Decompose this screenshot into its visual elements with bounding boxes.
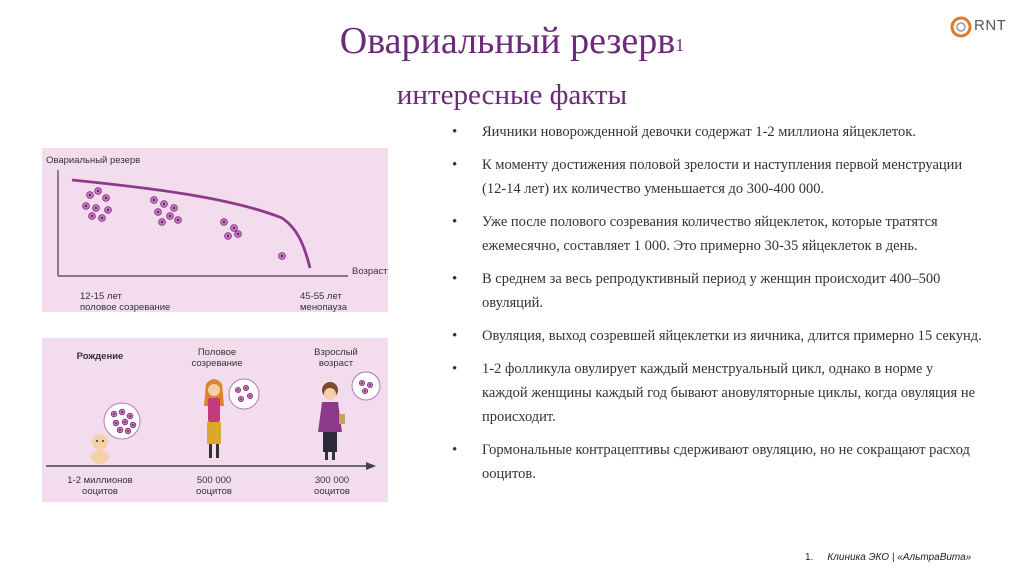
fact-item: • Овуляция, выход созревшей яйцеклетки из яичника, длится примерно 15 секунд. [452, 324, 982, 348]
oocyte-nucleus [177, 219, 179, 221]
oocyte-nucleus [240, 398, 242, 400]
logo-text: RNT [974, 17, 1007, 34]
oocyte-nucleus [281, 255, 283, 257]
oocyte-nucleus [249, 395, 251, 397]
oocyte-nucleus [237, 233, 239, 235]
fact-item: • Яичники новорожденной девочки содержат 1-2 миллиона яйцеклеток. [452, 120, 982, 144]
stage-adult-label-2: возраст [318, 358, 354, 369]
oocyte-nucleus [129, 415, 131, 417]
oocyte-nucleus [127, 430, 129, 432]
oocyte-nucleus [119, 429, 121, 431]
life-stages-chart [42, 338, 388, 502]
count-adult: 300 000 [314, 475, 350, 486]
logo [950, 14, 1010, 40]
left-stage-label: половое созревание [80, 302, 171, 312]
oocyte-nucleus [124, 421, 126, 423]
oocyte-nucleus [233, 227, 235, 229]
oocyte-nucleus [105, 197, 107, 199]
baby-icon [91, 434, 109, 464]
oocyte-nucleus [91, 215, 93, 217]
count-puberty: 500 000 [196, 475, 232, 486]
count-puberty-unit: ооцитов [196, 486, 232, 497]
count-adult-unit: ооцитов [314, 486, 350, 497]
left-age-label: 12-15 лет [80, 291, 122, 302]
count-birth: 1-2 миллионов [67, 475, 133, 486]
page-title: Овариальный резерв$^1$ [339, 20, 685, 62]
oocyte-nucleus [107, 209, 109, 211]
oocyte-nucleus [153, 199, 155, 201]
oocyte-nucleus [237, 389, 239, 391]
chart-ylabel: Овариальный резерв [46, 155, 141, 166]
oocyte-nucleus [173, 207, 175, 209]
oocyte-nucleus [227, 235, 229, 237]
oocyte-nucleus [97, 190, 99, 192]
fact-item: • К моменту достижения половой зрелости и наступления первой менструации (12-14 лет) их количество уменьшается до 300-400 000. [452, 153, 982, 201]
teen-girl-icon [204, 379, 224, 458]
source-footnote [805, 552, 971, 563]
stage-puberty-label-2: созревание [191, 358, 243, 369]
footnote-text: Клиника ЭКО | «АльтраВита» [827, 552, 972, 563]
ring-logo-icon [950, 16, 972, 38]
right-stage-label: менопауза [300, 302, 348, 312]
stage-birth-label: Рождение [76, 351, 124, 362]
oocyte-nucleus [361, 382, 363, 384]
oocyte-nucleus [157, 211, 159, 213]
count-birth-unit: ооцитов [82, 486, 118, 497]
facts-list [452, 120, 982, 495]
oocyte-nucleus [115, 422, 117, 424]
chart-xlabel: Возраст [352, 266, 388, 277]
oocyte-nucleus [161, 221, 163, 223]
footnote-number: 1. [805, 552, 814, 563]
oocyte-nucleus [245, 387, 247, 389]
reserve-curve [72, 180, 310, 268]
oocyte-nucleus [85, 205, 87, 207]
oocyte-nucleus [169, 215, 171, 217]
oocyte-nucleus [101, 217, 103, 219]
page-subtitle: интересные факты [396, 79, 628, 111]
oocyte-nucleus [113, 413, 115, 415]
adult-woman-icon [318, 382, 345, 460]
stage-puberty-label: Половое [197, 347, 237, 358]
timeline-arrowhead [366, 462, 376, 470]
oocyte-cluster [83, 188, 286, 260]
fact-item: • 1-2 фолликула овулирует каждый менструальный цикл, однако в норме у каждой женщины каждый год бывают ановуляторные циклы, когда овуляция не происходит. [452, 357, 982, 429]
title-footnote-mark: 1 [675, 35, 685, 55]
oocyte-nucleus [121, 411, 123, 413]
fact-item: • В среднем за весь репродуктивный период у женщин происходит 400–500 овуляций. [452, 267, 982, 315]
oocyte-nucleus [223, 221, 225, 223]
oocyte-nucleus [364, 390, 366, 392]
oocyte-nucleus [163, 203, 165, 205]
oocyte-nucleus [132, 424, 134, 426]
right-age-label: 45-55 лет [300, 291, 342, 302]
oocyte-bubble-puberty [229, 379, 259, 409]
oocyte-bubble-adult [352, 372, 380, 400]
oocyte-nucleus [89, 194, 91, 196]
stage-adult-label: Взрослый [314, 347, 358, 358]
oocyte-nucleus [95, 207, 97, 209]
oocyte-bubble-birth [104, 403, 140, 439]
fact-item: • Уже после полового созревания количество яйцеклеток, которые тратятся ежемесячно, составляет 1 000. Это примерно 30-35 яйцеклеток в день. [452, 210, 982, 258]
fact-item: • Гормональные контрацептивы сдерживают овуляцию, но не сокращают расход ооцитов. [452, 438, 982, 486]
ovarian-reserve-chart [42, 148, 388, 312]
oocyte-nucleus [369, 384, 371, 386]
